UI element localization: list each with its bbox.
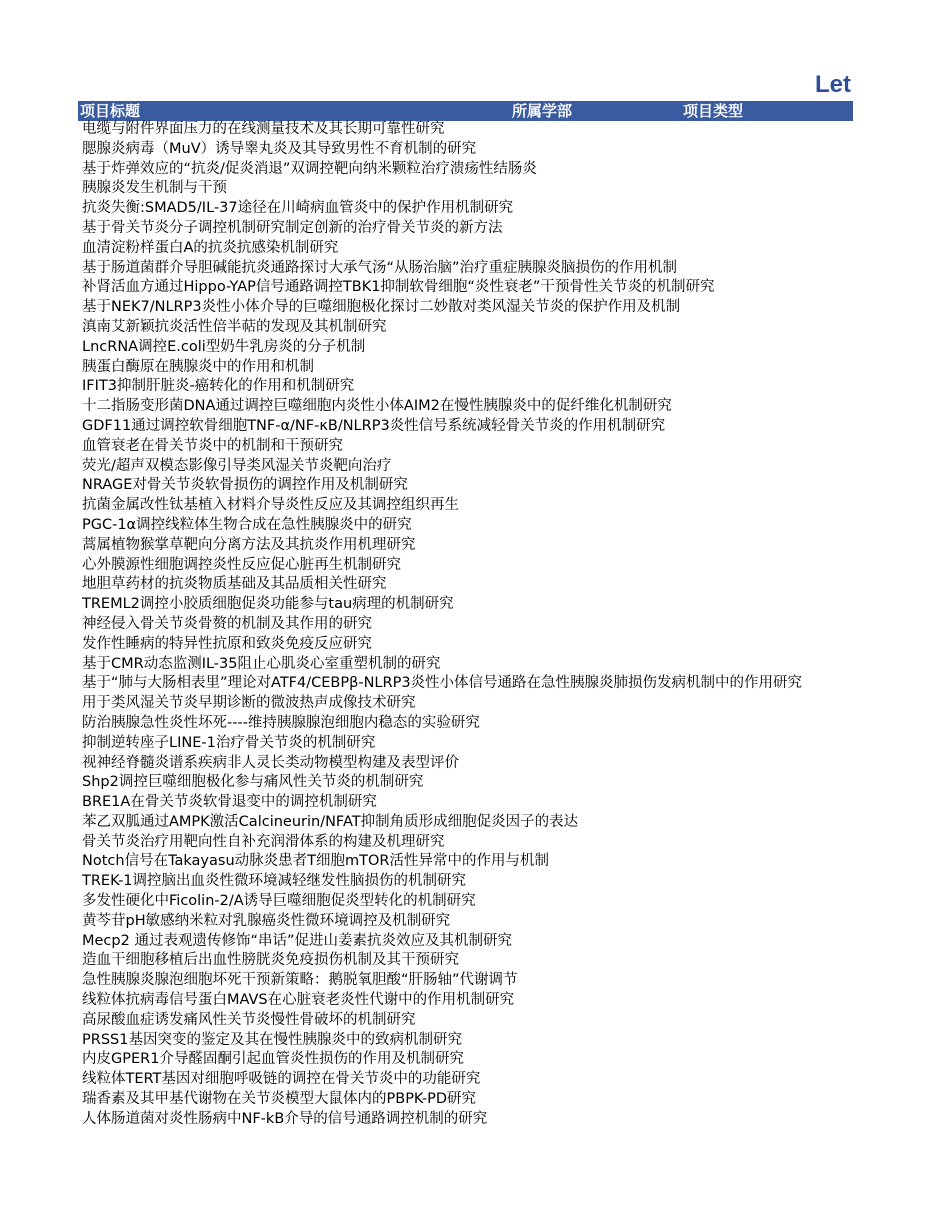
table-row[interactable]: 防治胰腺急性炎性坏死----维持胰腺腺泡细胞内稳态的实验研究 [82, 714, 480, 731]
project-list [82, 120, 853, 1135]
table-row[interactable]: LncRNA调控E.coli型奶牛乳房炎的分子机制 [82, 338, 366, 355]
table-row[interactable]: BRE1A在骨关节炎软骨退变中的调控机制研究 [82, 794, 377, 811]
table-row[interactable]: 发作性睡病的特异性抗原和致炎免疫反应研究 [82, 635, 372, 652]
table-row[interactable]: 苯乙双胍通过AMPK激活Calcineurin/NFAT抑制角质形成细胞促炎因子的表达 [82, 813, 579, 830]
table-row[interactable]: 补肾活血方通过Hippo-YAP信号通路调控TBK1抑制软骨细胞“炎性衰老”干预骨性关节炎的机制研究 [82, 279, 715, 296]
table-row[interactable]: 人体肠道菌对炎性肠病中NF-kB介导的信号通路调控机制的研究 [82, 1110, 488, 1127]
sheet-title-fragment: Let [815, 71, 851, 98]
column-header-type[interactable]: 项目类型 [683, 102, 744, 120]
table-row[interactable]: 神经侵入骨关节炎骨赘的机制及其作用的研究 [82, 615, 372, 632]
table-row[interactable]: 滇南艾新颖抗炎活性倍半萜的发现及其机制研究 [82, 318, 387, 335]
table-row[interactable]: 抑制逆转座子LINE-1治疗骨关节炎的机制研究 [82, 734, 376, 751]
table-row[interactable]: 视神经脊髓炎谱系疾病非人灵长类动物模型构建及表型评价 [82, 754, 459, 771]
table-row[interactable]: 骨关节炎治疗用靶向性自补充润滑体系的构建及机理研究 [82, 833, 445, 850]
table-row[interactable]: 多发性硬化中Ficolin-2/A诱导巨噬细胞促炎型转化的机制研究 [82, 893, 476, 910]
table-row[interactable]: 急性胰腺炎腺泡细胞坏死干预新策略：鹅脱氧胆酸“肝肠轴”代谢调节 [82, 972, 518, 989]
table-row[interactable]: IFIT3抑制肝脏炎-癌转化的作用和机制研究 [82, 378, 355, 395]
table-row[interactable]: 血管衰老在骨关节炎中的机制和干预研究 [82, 437, 343, 454]
table-row[interactable]: TREK-1调控脑出血炎性微环境减轻继发性脑损伤的机制研究 [82, 873, 467, 890]
table-row[interactable]: 胰腺炎发生机制与干预 [82, 180, 227, 197]
table-row[interactable]: TREML2调控小胶质细胞促炎功能参与tau病理的机制研究 [82, 596, 454, 613]
table-row[interactable]: 高尿酸血症诱发痛风性关节炎慢性骨破坏的机制研究 [82, 1011, 416, 1028]
column-header-department[interactable]: 所属学部 [512, 102, 573, 120]
table-row[interactable]: 地胆草药材的抗炎物质基础及其品质相关性研究 [82, 576, 387, 593]
table-row[interactable]: 心外膜源性细胞调控炎性反应促心脏再生机制研究 [82, 556, 401, 573]
table-row[interactable]: GDF11通过调控软骨细胞TNF-α/NF-κB/NLRP3炎性信号系统减轻骨关节炎的作用机制研究 [82, 417, 666, 434]
table-row[interactable]: 基于炸弹效应的“抗炎/促炎消退”双调控靶向纳米颗粒治疗溃疡性结肠炎 [82, 160, 537, 177]
table-row[interactable]: 抗炎失衡:SMAD5/IL-37途径在川崎病血管炎中的保护作用机制研究 [82, 200, 514, 217]
table-row[interactable]: 抗菌金属改性钛基植入材料介导炎性反应及其调控组织再生 [82, 497, 459, 514]
table-row[interactable]: NRAGE对骨关节炎软骨损伤的调控作用及机制研究 [82, 477, 408, 494]
table-row[interactable]: 基于NEK7/NLRP3炎性小体介导的巨噬细胞极化探讨二妙散对类风湿关节炎的保护作用及机制 [82, 299, 681, 316]
table-row[interactable]: 蒿属植物猴掌草靶向分离方法及其抗炎作用机理研究 [82, 536, 416, 553]
table-row[interactable]: PGC-1α调控线粒体生物合成在急性胰腺炎中的研究 [82, 516, 412, 533]
table-row[interactable]: PRSS1基因突变的鉴定及其在慢性胰腺炎中的致病机制研究 [82, 1031, 462, 1048]
table-row[interactable]: 胰蛋白酶原在胰腺炎中的作用和机制 [82, 358, 314, 375]
table-row[interactable]: Notch信号在Takayasu动脉炎患者T细胞mTOR活性异常中的作用与机制 [82, 853, 549, 870]
table-row[interactable]: 线粒体抗病毒信号蛋白MAVS在心脏衰老炎性代谢中的作用机制研究 [82, 992, 515, 1009]
table-row[interactable]: 腮腺炎病毒（MuV）诱导睾丸炎及其导致男性不育机制的研究 [82, 140, 477, 157]
table-row[interactable]: 十二指肠变形菌DNA通过调控巨噬细胞内炎性小体AIM2在慢性胰腺炎中的促纤维化机制研究 [82, 398, 672, 415]
table-row[interactable]: Shp2调控巨噬细胞极化参与痛风性关节炎的机制研究 [82, 774, 424, 791]
table-row[interactable]: 内皮GPER1介导醛固酮引起血管炎性损伤的作用及机制研究 [82, 1051, 464, 1068]
table-row[interactable]: 基于“肺与大肠相表里”理论对ATF4/CEBPβ-NLRP3炎性小体信号通路在急性胰腺炎肺损伤发病机制中的作用研究 [82, 675, 803, 692]
table-row[interactable]: 造血干细胞移植后出血性膀胱炎免疫损伤机制及其干预研究 [82, 952, 459, 969]
table-row[interactable]: 基于CMR动态监测IL-35阻止心肌炎心室重塑机制的研究 [82, 655, 441, 672]
table-row[interactable]: 瑞香素及其甲基代谢物在关节炎模型大鼠体内的PBPK-PD研究 [82, 1091, 477, 1108]
table-row[interactable]: 荧光/超声双模态影像引导类风湿关节炎靶向治疗 [82, 457, 392, 474]
table-row[interactable]: 用于类风湿关节炎早期诊断的微波热声成像技术研究 [82, 695, 416, 712]
table-row[interactable]: 血清淀粉样蛋白A的抗炎抗感染机制研究 [82, 239, 339, 256]
table-row[interactable]: Mecp2 通过表观遗传修饰“串话”促进山姜素抗炎效应及其机制研究 [82, 932, 512, 949]
table-row[interactable]: 电缆与附件界面压力的在线测量技术及其长期可靠性研究 [82, 121, 445, 137]
table-row[interactable]: 线粒体TERT基因对细胞呼吸链的调控在骨关节炎中的功能研究 [82, 1071, 481, 1088]
table-row[interactable]: 基于骨关节炎分子调控机制研究制定创新的治疗骨关节炎的新方法 [82, 219, 503, 236]
table-header [78, 101, 853, 121]
table-row[interactable]: 基于肠道菌群介导胆碱能抗炎通路探讨大承气汤“从肠治脑”治疗重症胰腺炎脑损伤的作用机制 [82, 259, 678, 276]
table-row[interactable]: 黄芩苷pH敏感纳米粒对乳腺癌炎性微环境调控及机制研究 [82, 912, 451, 929]
column-header-title[interactable]: 项目标题 [80, 102, 141, 120]
